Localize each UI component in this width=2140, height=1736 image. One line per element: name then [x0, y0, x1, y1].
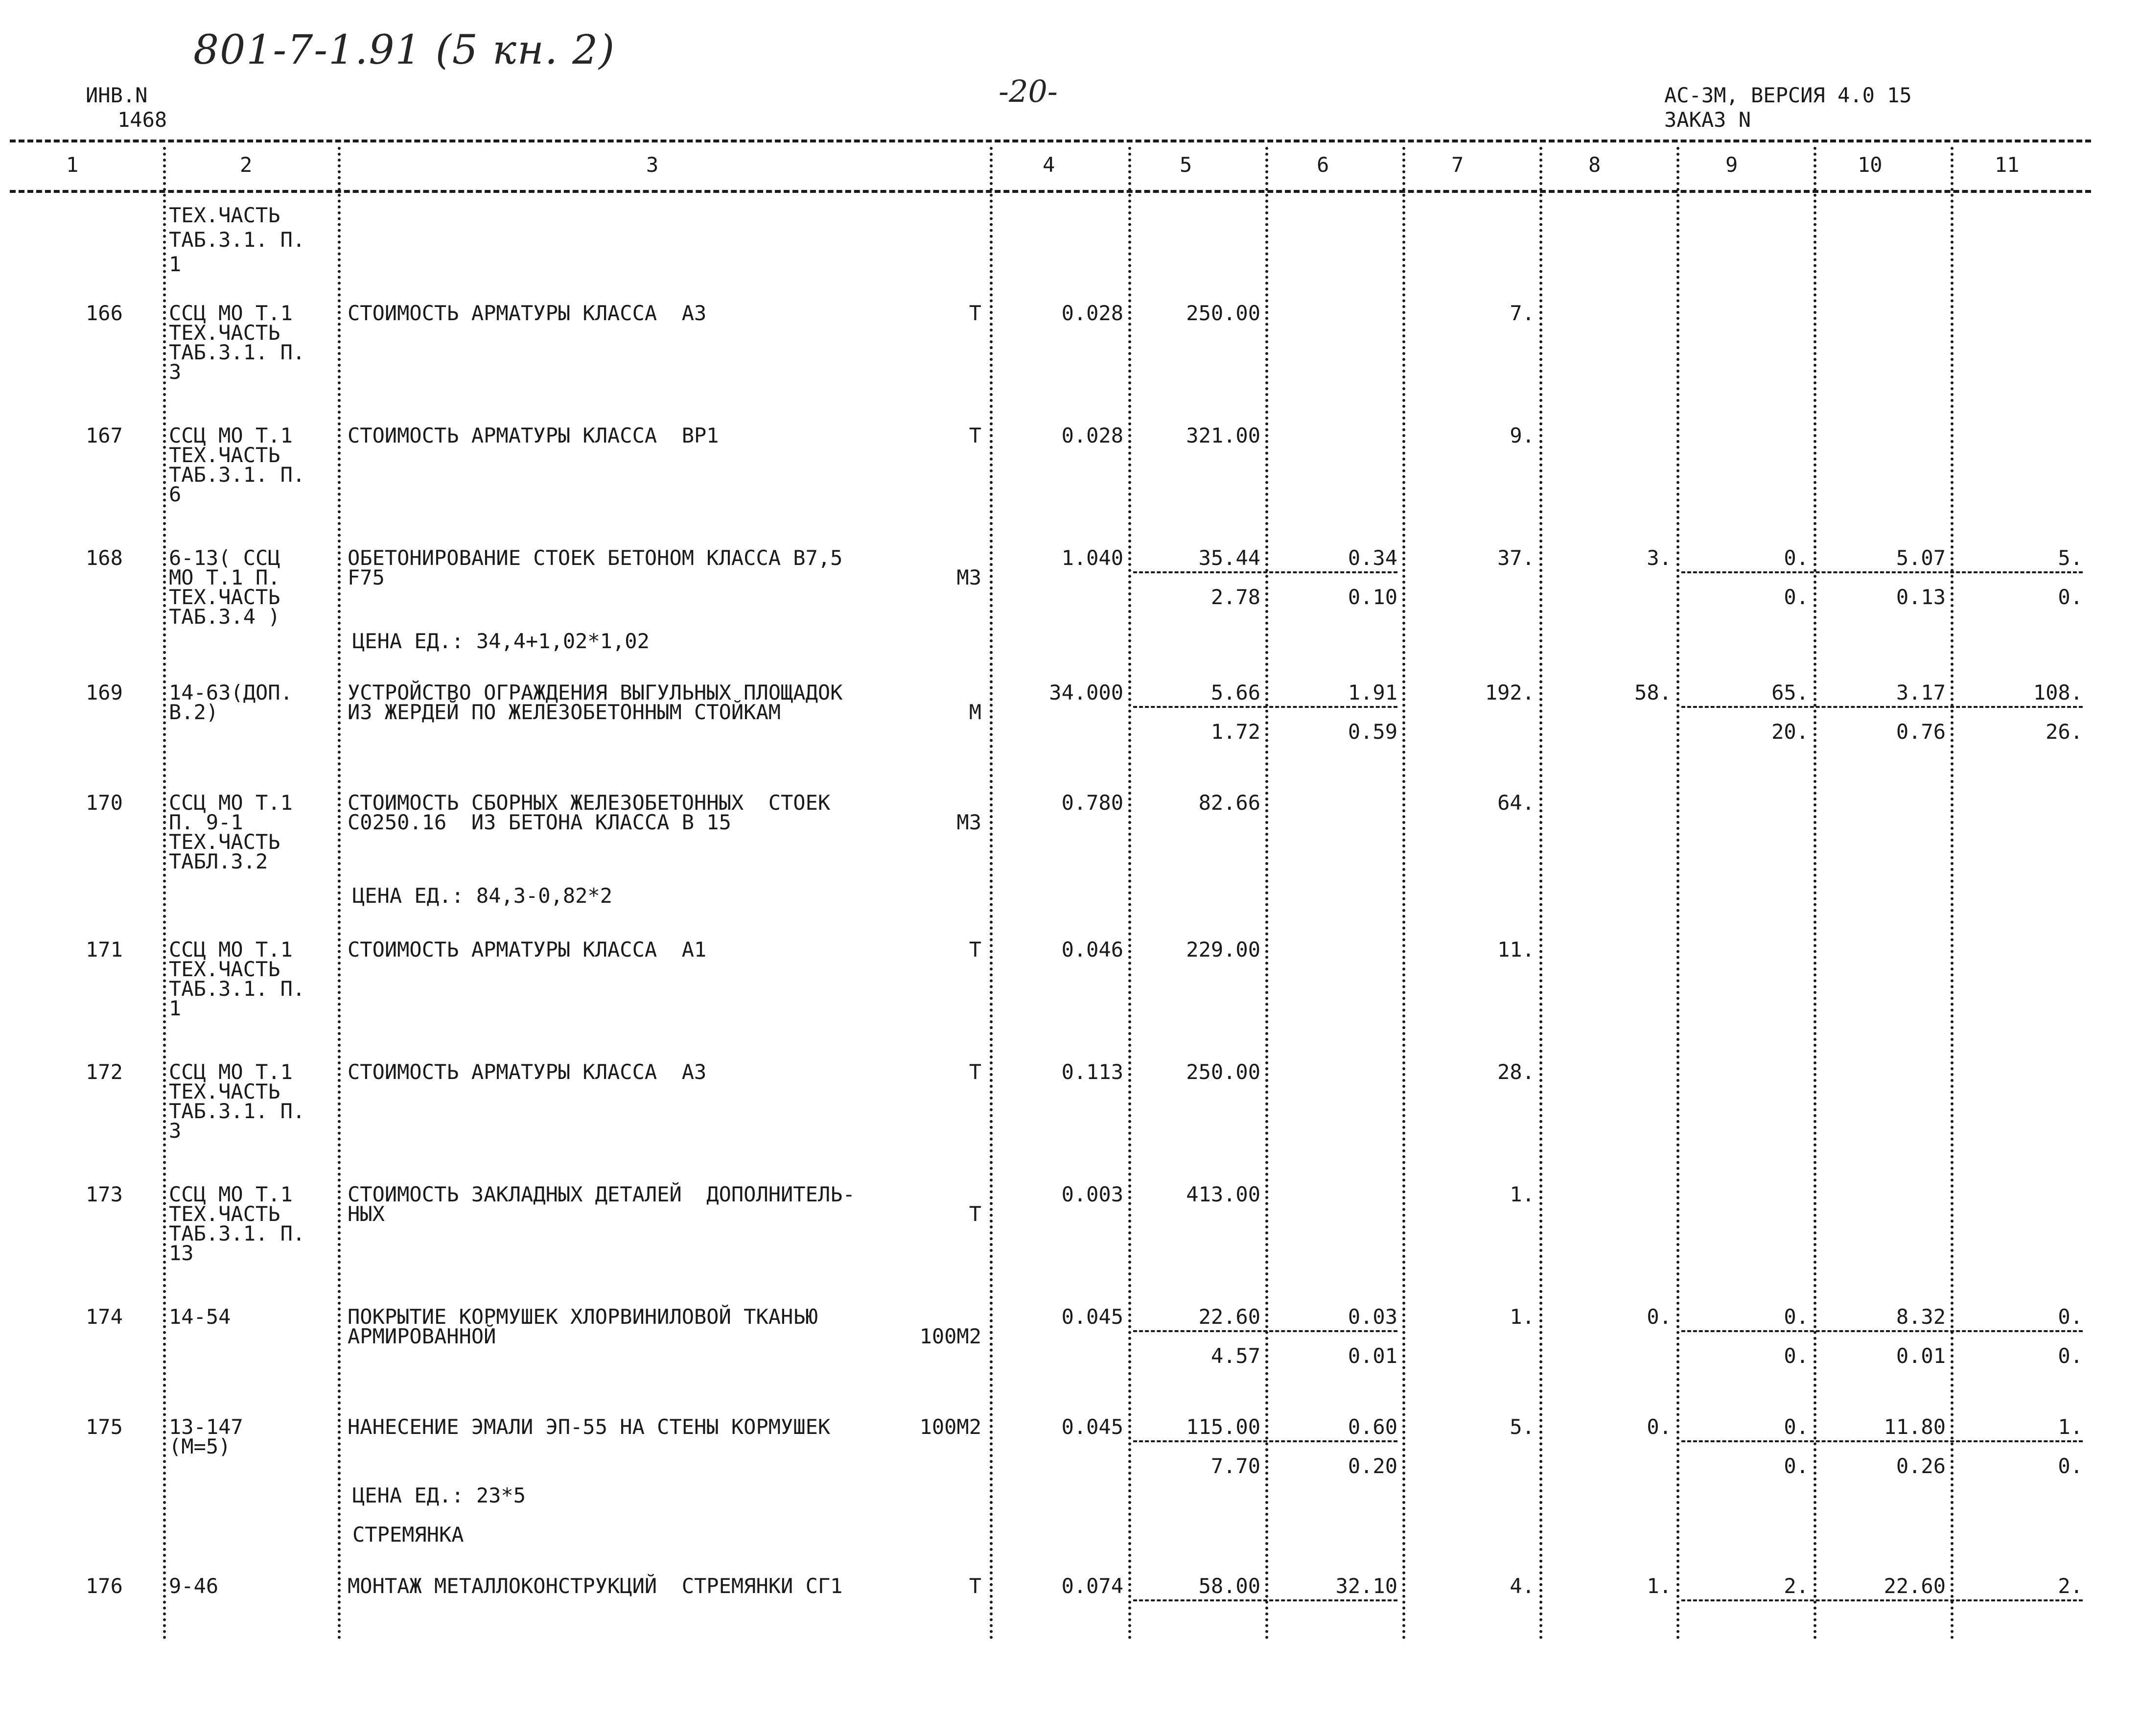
cell-c8: 0. — [1647, 1305, 1672, 1329]
continuation-line: ТАБ.3.1. П. — [169, 228, 305, 252]
cell-c8: 3. — [1647, 546, 1672, 570]
row-number: 175 — [86, 1415, 123, 1439]
cell-c5: 58.00 — [1198, 1574, 1260, 1598]
cell-c4: 1.040 — [1061, 546, 1123, 570]
cell-c7: 9. — [1510, 423, 1535, 447]
row-reference: 9-46 — [169, 1574, 219, 1598]
cell-c5b: 1.72 — [1210, 720, 1260, 744]
cell-c10: 8.32 — [1896, 1305, 1946, 1329]
row-description: СТОИМОСТЬ АРМАТУРЫ КЛАССА А3 — [348, 301, 707, 325]
row-reference: ССЦ МО Т.1 — [169, 301, 293, 325]
row-number: 168 — [86, 546, 123, 570]
row-unit: Т — [969, 1202, 981, 1226]
row-reference: ТАБ.3.1. П. — [169, 463, 305, 487]
row-reference: (М=5) — [169, 1434, 231, 1458]
cell-c11: 5. — [2058, 546, 2083, 570]
row-unit: Т — [969, 423, 981, 447]
cell-c5: 115.00 — [1186, 1415, 1260, 1439]
row-description: АРМИРОВАННОЙ — [348, 1324, 496, 1348]
cell-c7: 5. — [1510, 1415, 1535, 1439]
cell-c8: 58. — [1634, 680, 1672, 704]
row-unit: Т — [969, 301, 981, 325]
row-reference: МО Т.1 П. — [169, 565, 280, 589]
cell-c7: 7. — [1510, 301, 1535, 325]
row-reference: В.2) — [169, 700, 219, 724]
subtotal-divider — [1133, 706, 1397, 708]
cell-c6b: 0.20 — [1348, 1454, 1397, 1478]
row-number: 169 — [86, 680, 123, 704]
row-description: НЫХ — [348, 1202, 385, 1226]
cell-c5b: 2.78 — [1210, 585, 1260, 609]
cell-c4: 0.113 — [1061, 1060, 1123, 1084]
cell-c9: 0. — [1784, 1305, 1809, 1329]
row-reference: 6-13( ССЦ — [169, 546, 280, 570]
row-number: 173 — [86, 1182, 123, 1206]
cell-c5b: 7.70 — [1210, 1454, 1260, 1478]
row-reference: ССЦ МО Т.1 — [169, 423, 293, 447]
cell-c7: 1. — [1510, 1182, 1535, 1206]
col-header-6: 6 — [1317, 153, 1329, 177]
row-description: ИЗ ЖЕРДЕЙ ПО ЖЕЛЕЗОБЕТОННЫМ СТОЙКАМ — [348, 700, 781, 724]
row-description: МОНТАЖ МЕТАЛЛОКОНСТРУКЦИЙ СТРЕМЯНКИ СГ1 — [348, 1574, 843, 1598]
row-description: F75 — [348, 565, 385, 589]
cell-c5b: 4.57 — [1210, 1344, 1260, 1368]
cell-c9: 2. — [1784, 1574, 1809, 1598]
continuation-line: ТЕХ.ЧАСТЬ — [169, 203, 280, 227]
cell-c8: 1. — [1647, 1574, 1672, 1598]
cell-c5: 321.00 — [1186, 423, 1260, 447]
row-reference: ТЕХ.ЧАСТЬ — [169, 443, 280, 467]
cell-c10b: 0.26 — [1896, 1454, 1946, 1478]
cell-c10: 11.80 — [1884, 1415, 1946, 1439]
row-reference: ТАБ.3.1. П. — [169, 340, 305, 364]
col-header-5: 5 — [1180, 153, 1192, 177]
row-reference: ССЦ МО Т.1 — [169, 1182, 293, 1206]
cell-c5: 35.44 — [1198, 546, 1260, 570]
cell-c10b: 0.76 — [1896, 720, 1946, 744]
cell-c6: 32.10 — [1335, 1574, 1397, 1598]
cell-c11: 1. — [2058, 1415, 2083, 1439]
row-description: НАНЕСЕНИЕ ЭМАЛИ ЭП-55 НА СТЕНЫ КОРМУШЕК — [348, 1415, 831, 1439]
row-reference: ТЕХ.ЧАСТЬ — [169, 1202, 280, 1226]
row-number: 170 — [86, 791, 123, 815]
row-reference: ТЕХ.ЧАСТЬ — [169, 830, 280, 854]
continuation-line: 1 — [169, 252, 182, 276]
unit-price-note: ЦЕНА ЕД.: 23*5 — [352, 1483, 526, 1507]
cell-c4: 0.074 — [1061, 1574, 1123, 1598]
row-number: 166 — [86, 301, 123, 325]
subtotal-divider — [1681, 1599, 2083, 1601]
cell-c9b: 0. — [1784, 585, 1809, 609]
program-version: АС-3М, ВЕРСИЯ 4.0 15 — [1664, 83, 1912, 107]
cell-c4: 0.028 — [1061, 423, 1123, 447]
cell-c6: 0.03 — [1348, 1305, 1397, 1329]
row-reference: 1 — [169, 996, 182, 1020]
cell-c6b: 0.10 — [1348, 585, 1397, 609]
cell-c6: 1.91 — [1348, 680, 1397, 704]
cell-c5: 250.00 — [1186, 301, 1260, 325]
row-reference: ССЦ МО Т.1 — [169, 791, 293, 815]
row-reference: 13-147 — [169, 1415, 243, 1439]
row-reference: ТЕХ.ЧАСТЬ — [169, 1079, 280, 1103]
row-unit: Т — [969, 1060, 981, 1084]
col-header-2: 2 — [240, 153, 253, 177]
cell-c6b: 0.59 — [1348, 720, 1397, 744]
cell-c7: 64. — [1497, 791, 1535, 815]
cell-c7: 11. — [1497, 938, 1535, 962]
row-number: 176 — [86, 1574, 123, 1598]
cell-c4: 0.045 — [1061, 1305, 1123, 1329]
row-reference: 3 — [169, 360, 182, 384]
col-header-8: 8 — [1588, 153, 1601, 177]
row-reference: ТАБ.3.4 ) — [169, 605, 280, 629]
col-header-10: 10 — [1858, 153, 1883, 177]
row-description: ПОКРЫТИЕ КОРМУШЕК ХЛОРВИНИЛОВОЙ ТКАНЬЮ — [348, 1305, 818, 1329]
cell-c10b: 0.01 — [1896, 1344, 1946, 1368]
subtotal-divider — [1133, 1330, 1397, 1332]
section-title: СТРЕМЯНКА — [352, 1523, 464, 1547]
subtotal-divider — [1681, 571, 2083, 573]
row-reference: ТЕХ.ЧАСТЬ — [169, 957, 280, 981]
row-number: 174 — [86, 1305, 123, 1329]
cell-c9b: 0. — [1784, 1454, 1809, 1478]
handwritten-code: 801-7-1.91 (5 кн. 2) — [193, 27, 616, 73]
row-reference: ТАБ.3.1. П. — [169, 1099, 305, 1123]
cell-c11b: 0. — [2058, 1454, 2083, 1478]
cell-c4: 34.000 — [1049, 680, 1123, 704]
cell-c10: 3.17 — [1896, 680, 1946, 704]
row-description: СТОИМОСТЬ ЗАКЛАДНЫХ ДЕТАЛЕЙ ДОПОЛНИТЕЛЬ- — [348, 1182, 855, 1206]
row-unit: М3 — [956, 810, 981, 834]
cell-c10: 22.60 — [1884, 1574, 1946, 1598]
col-divider — [338, 147, 341, 1640]
row-unit: М3 — [956, 565, 981, 589]
inventory-number: 1468 — [117, 108, 167, 132]
cell-c6: 0.60 — [1348, 1415, 1397, 1439]
row-reference: 14-54 — [169, 1305, 231, 1329]
row-description: СТОИМОСТЬ АРМАТУРЫ КЛАССА А1 — [348, 938, 707, 962]
row-unit: Т — [969, 938, 981, 962]
order-label: ЗАКАЗ N — [1664, 108, 1751, 132]
row-description: УСТРОЙСТВО ОГРАЖДЕНИЯ ВЫГУЛЬНЫХ ПЛОЩАДОК — [348, 680, 843, 704]
cell-c5: 229.00 — [1186, 938, 1260, 962]
cell-c5: 413.00 — [1186, 1182, 1260, 1206]
row-reference: ССЦ МО Т.1 — [169, 938, 293, 962]
cell-c9: 0. — [1784, 546, 1809, 570]
cell-c11: 0. — [2058, 1305, 2083, 1329]
cell-c11: 108. — [2033, 680, 2083, 704]
cell-c7: 28. — [1497, 1060, 1535, 1084]
col-divider — [163, 147, 166, 1640]
cell-c9b: 0. — [1784, 1344, 1809, 1368]
cell-c5: 5.66 — [1210, 680, 1260, 704]
row-number: 167 — [86, 423, 123, 447]
cell-c5: 250.00 — [1186, 1060, 1260, 1084]
row-reference: 13 — [169, 1241, 194, 1265]
row-reference: ТАБ.3.1. П. — [169, 1221, 305, 1245]
unit-price-note: ЦЕНА ЕД.: 84,3-0,82*2 — [352, 884, 613, 908]
cell-c4: 0.046 — [1061, 938, 1123, 962]
cell-c9: 65. — [1771, 680, 1809, 704]
cell-c9b: 20. — [1771, 720, 1809, 744]
row-description: СТОИМОСТЬ СБОРНЫХ ЖЕЛЕЗОБЕТОННЫХ СТОЕК — [348, 791, 831, 815]
row-unit: М — [969, 700, 981, 724]
cell-c7: 37. — [1497, 546, 1535, 570]
cell-c10: 5.07 — [1896, 546, 1946, 570]
row-description: СТОИМОСТЬ АРМАТУРЫ КЛАССА А3 — [348, 1060, 707, 1084]
row-number: 171 — [86, 938, 123, 962]
cell-c4: 0.045 — [1061, 1415, 1123, 1439]
row-description: ОБЕТОНИРОВАНИЕ СТОЕК БЕТОНОМ КЛАССА В7,5 — [348, 546, 843, 570]
row-reference: ТАБ.3.1. П. — [169, 977, 305, 1001]
col-header-9: 9 — [1725, 153, 1738, 177]
cell-c11: 2. — [2058, 1574, 2083, 1598]
cell-c9: 0. — [1784, 1415, 1809, 1439]
row-reference: 3 — [169, 1119, 182, 1143]
cell-c8: 0. — [1647, 1415, 1672, 1439]
cell-c7: 192. — [1485, 680, 1535, 704]
row-reference: ССЦ МО Т.1 — [169, 1060, 293, 1084]
row-description: С0250.16 ИЗ БЕТОНА КЛАССА В 15 — [348, 810, 731, 834]
unit-price-note: ЦЕНА ЕД.: 34,4+1,02*1,02 — [352, 629, 650, 653]
header-separator-bottom — [10, 190, 2091, 193]
subtotal-divider — [1133, 571, 1397, 573]
cell-c7: 4. — [1510, 1574, 1535, 1598]
row-unit: 100М2 — [919, 1415, 981, 1439]
row-reference: 6 — [169, 482, 182, 506]
cell-c11b: 26. — [2046, 720, 2083, 744]
inventory-label: ИНВ.N — [86, 83, 148, 107]
row-unit: 100М2 — [919, 1324, 981, 1348]
header-separator-top — [10, 140, 2091, 142]
row-reference: ТЕХ.ЧАСТЬ — [169, 585, 280, 609]
subtotal-divider — [1681, 1440, 2083, 1442]
row-description: СТОИМОСТЬ АРМАТУРЫ КЛАССА ВР1 — [348, 423, 719, 447]
subtotal-divider — [1681, 706, 2083, 708]
col-header-4: 4 — [1043, 153, 1055, 177]
row-unit: Т — [969, 1574, 981, 1598]
cell-c4: 0.780 — [1061, 791, 1123, 815]
row-number: 172 — [86, 1060, 123, 1084]
col-header-1: 1 — [66, 153, 79, 177]
cell-c10b: 0.13 — [1896, 585, 1946, 609]
cell-c6b: 0.01 — [1348, 1344, 1397, 1368]
row-reference: 14-63(ДОП. — [169, 680, 293, 704]
cell-c4: 0.028 — [1061, 301, 1123, 325]
col-header-11: 11 — [1995, 153, 2020, 177]
cell-c11b: 0. — [2058, 1344, 2083, 1368]
row-reference: ТЕХ.ЧАСТЬ — [169, 321, 280, 345]
cell-c5: 22.60 — [1198, 1305, 1260, 1329]
col-header-3: 3 — [646, 153, 659, 177]
page-number: -20- — [999, 73, 1058, 109]
subtotal-divider — [1133, 1599, 1397, 1601]
col-header-7: 7 — [1451, 153, 1464, 177]
cell-c4: 0.003 — [1061, 1182, 1123, 1206]
subtotal-divider — [1681, 1330, 2083, 1332]
cell-c6: 0.34 — [1348, 546, 1397, 570]
subtotal-divider — [1133, 1440, 1397, 1442]
row-reference: П. 9-1 — [169, 810, 243, 834]
cell-c5: 82.66 — [1198, 791, 1260, 815]
cell-c7: 1. — [1510, 1305, 1535, 1329]
row-reference: ТАБЛ.3.2 — [169, 849, 268, 873]
cell-c11b: 0. — [2058, 585, 2083, 609]
